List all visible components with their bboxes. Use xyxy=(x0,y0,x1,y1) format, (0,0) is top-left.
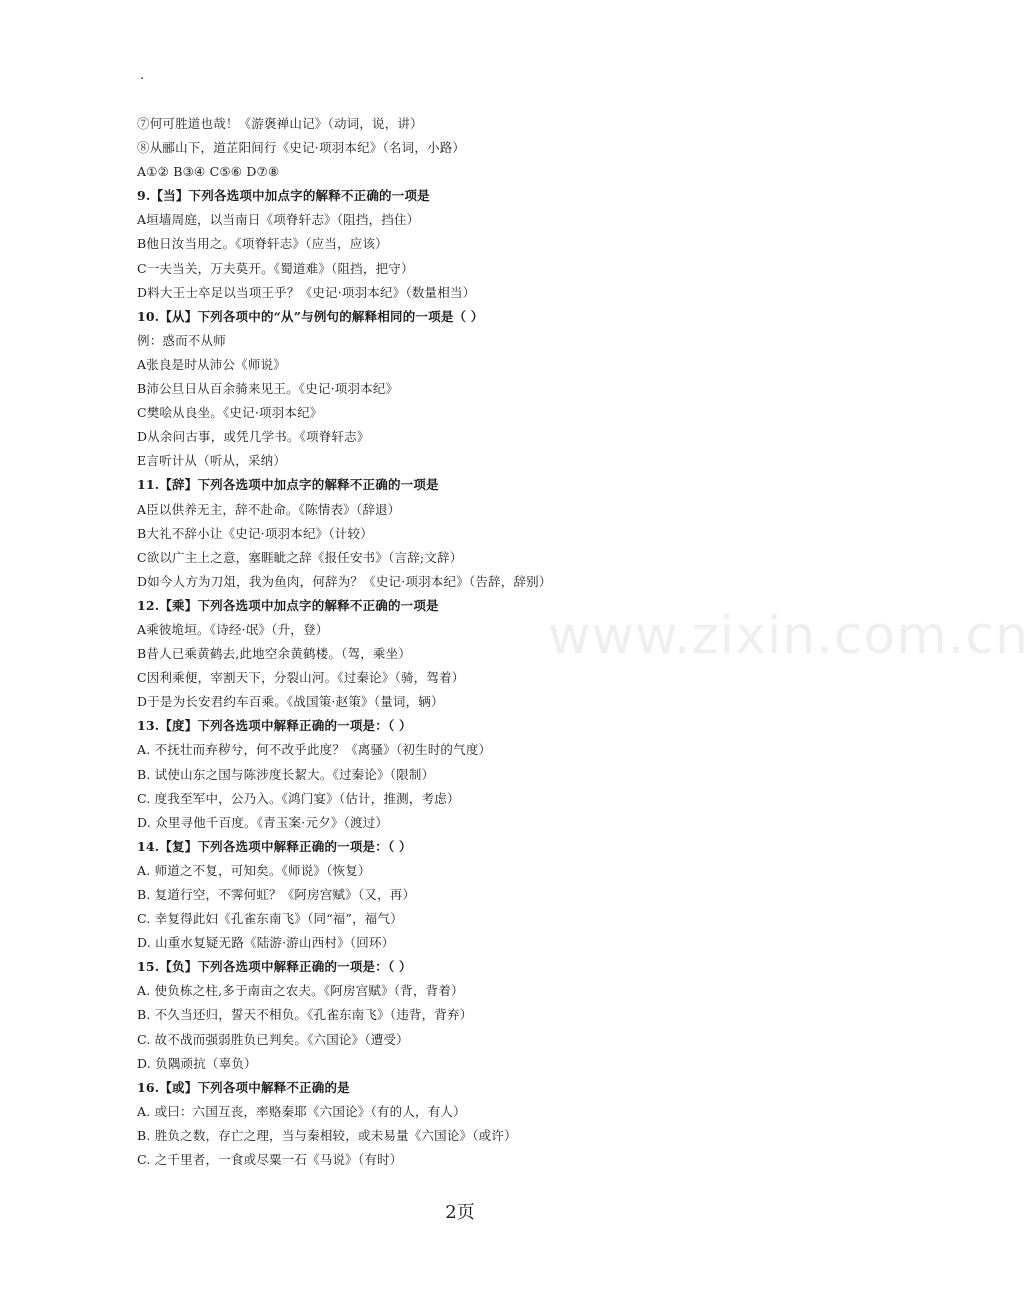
text-line: A. 不抚壮而弃秽兮，何不改乎此度？《离骚》（初生时的气度） xyxy=(137,742,492,758)
text-line: 例：惑而不从师 xyxy=(137,332,226,348)
text-line: A臣以供养无主，辞不赴命。《陈情表》（辞退） xyxy=(137,501,401,517)
text-line: C樊哙从良坐。《史记·项羽本纪》 xyxy=(137,405,323,421)
question-heading: 14.【复】下列各选项中解释正确的一项是：（ ） xyxy=(137,838,412,854)
text-line: A乘彼垝垣。《诗经·氓》（升，登） xyxy=(137,621,329,637)
text-line: C. 度我至军中，公乃入。《鸿门宴》（估计，推测，考虑） xyxy=(137,790,460,806)
text-line: B. 胜负之数，存亡之理，当与秦相较，或未易量《六国论》（或许） xyxy=(137,1127,517,1143)
text-line: D如今人方为刀俎，我为鱼肉，何辞为？《史记·项羽本纪》（告辞，辞别） xyxy=(137,573,552,589)
text-line: D. 山重水复疑无路《陆游·游山西村》（回环） xyxy=(137,935,395,951)
text-line: D从余问古事，或凭几学书。《项脊轩志》 xyxy=(137,429,370,445)
text-line: A. 或曰：六国互丧，率赂秦耶《六国论》（有的人，有人） xyxy=(137,1103,466,1119)
question-heading: 10.【从】下列各项中的“从”与例句的解释相同的一项是（ ） xyxy=(137,308,484,324)
text-line: D. 众里寻他千百度。《青玉案·元夕》（渡过） xyxy=(137,814,389,830)
watermark: www.zixin.com.cn xyxy=(548,606,1029,666)
text-line: C一夫当关，万夫莫开。《蜀道难》（阻挡，把守） xyxy=(137,260,414,276)
text-line: B昔人已乘黄鹤去,此地空余黄鹤楼。（驾，乘坐） xyxy=(137,646,412,662)
page-number-footer: 2页 xyxy=(445,1202,475,1223)
text-line: B. 试使山东之国与陈涉度长絜大。《过秦论》（限制） xyxy=(137,766,435,782)
text-line: A①② B③④ C⑤⑥ D⑦⑧ xyxy=(137,164,280,180)
question-heading: 13.【度】下列各选项中解释正确的一项是：（ ） xyxy=(137,718,412,734)
question-heading: 16.【或】下列各项中解释不正确的是 xyxy=(137,1079,350,1095)
text-line: B他日汝当用之。《项脊轩志》（应当，应该） xyxy=(137,236,388,252)
text-line: B大礼不辞小让《史记·项羽本纪》（计较） xyxy=(137,525,373,541)
text-line: C. 幸复得此妇《孔雀东南飞》（同“福”，福气） xyxy=(137,911,403,927)
text-line: C因利乘便，宰割天下，分裂山河。《过秦论》（骑，驾着） xyxy=(137,670,465,686)
text-line: C欲以广主上之意，塞睚眦之辞《报任安书》（言辞;文辞） xyxy=(137,549,463,565)
text-line: A垣墙周庭，以当南日《项脊轩志》（阻挡，挡住） xyxy=(137,212,420,228)
question-heading: 9.【当】下列各选项中加点字的解释不正确的一项是 xyxy=(137,188,430,204)
question-text-body xyxy=(137,112,837,1172)
text-line: D料大王士卒足以当项王乎？《史记·项羽本纪》（数量相当） xyxy=(137,284,476,300)
text-line: E言听计从（听从，采纳） xyxy=(137,453,287,469)
text-line: A. 使负栋之柱,多于南亩之农夫。《阿房宫赋》（背，背着） xyxy=(137,983,464,999)
text-line: B. 不久当还归，誓天不相负。《孔雀东南飞》（违背，背弃） xyxy=(137,1007,473,1023)
text-line: B. 复道行空，不霁何虹？《阿房宫赋》（又，再） xyxy=(137,887,416,902)
text-line: ⑦何可胜道也哉！《游褒禅山记》（动词，说，讲） xyxy=(137,116,423,131)
text-line: C. 之千里者，一食或尽粟一石《马说》（有时） xyxy=(137,1152,403,1168)
question-heading: 15.【负】下列各选项中解释正确的一项是：（ ） xyxy=(137,959,412,975)
text-line: D. 负隅顽抗（辜负） xyxy=(137,1055,257,1071)
text-line: ⑧从郦山下，道芷阳间行《史记·项羽本纪》（名词，小路） xyxy=(137,140,466,156)
text-line: A张良是时从沛公《师说》 xyxy=(137,356,286,372)
top-mark: . xyxy=(140,68,145,83)
text-line: A. 师道之不复，可知矣。《师说》（恢复） xyxy=(137,862,371,878)
text-line: D于是为长安君约车百乘。《战国策·赵策》（量词，辆） xyxy=(137,694,444,710)
question-heading: 12.【乘】下列各选项中加点字的解释不正确的一项是 xyxy=(137,597,439,613)
text-line: C. 故不战而强弱胜负已判矣。《六国论》（遭受） xyxy=(137,1031,409,1047)
question-heading: 11.【辞】下列各选项中加点字的解释不正确的一项是 xyxy=(137,477,439,493)
text-line: B沛公旦日从百余骑来见王。《史记·项羽本纪》 xyxy=(137,381,399,397)
